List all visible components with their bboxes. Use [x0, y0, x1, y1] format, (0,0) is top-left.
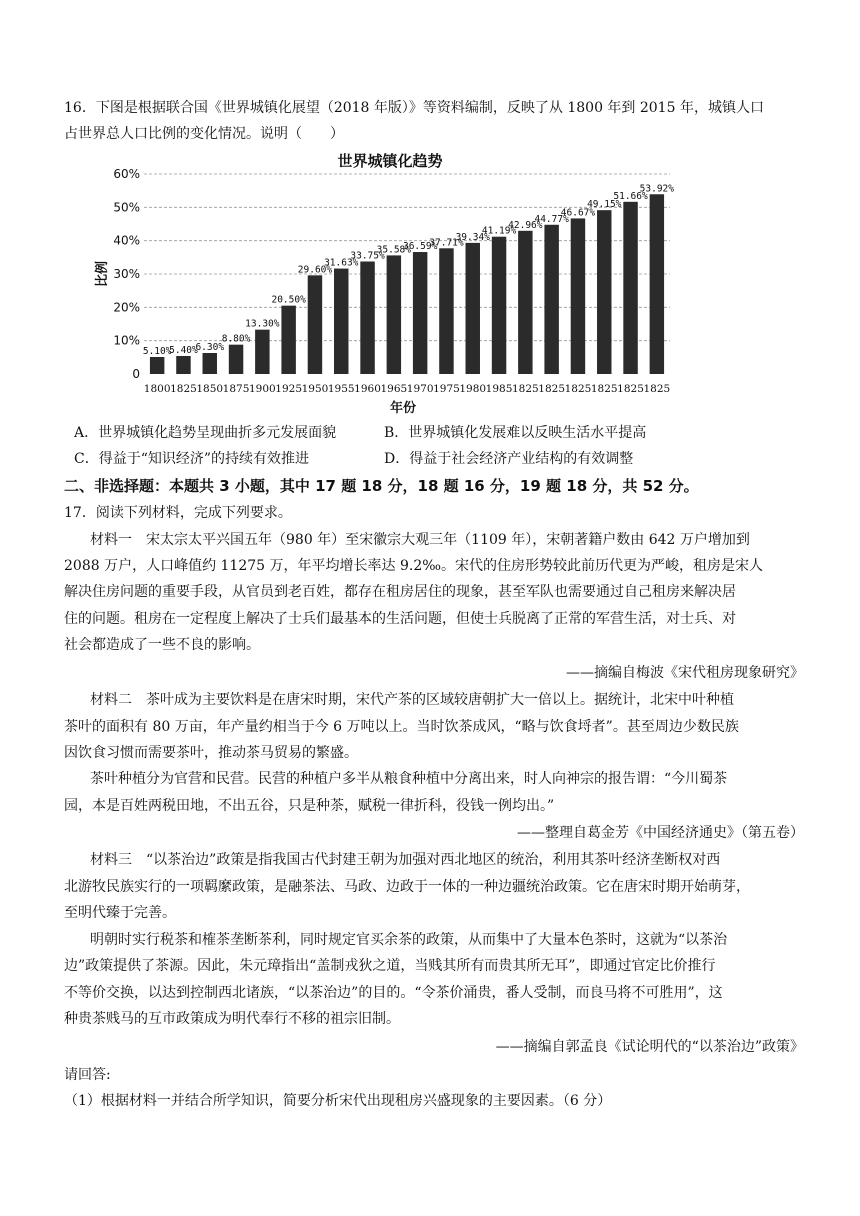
y-tick-label: 50%	[113, 200, 140, 215]
x-tick-label: 1900	[248, 383, 276, 395]
bar-value-label: 29.60%	[297, 264, 333, 276]
bar-value-label: 33.75%	[350, 250, 385, 262]
bar-value-label: 39.34%	[455, 231, 490, 243]
x-tick-label: 1965	[380, 383, 408, 395]
bar	[623, 202, 637, 374]
x-tick-label: 1980	[459, 383, 487, 395]
chart-y-axis-label: 比例	[95, 260, 110, 288]
bar-value-label: 6.30%	[195, 342, 225, 353]
bar-value-label: 20.50%	[271, 294, 306, 306]
q17-intro: 17．阅读下列材料，完成下列要求。	[64, 505, 292, 521]
x-tick-label: 1800	[143, 383, 171, 395]
bar	[544, 225, 558, 374]
material3b-line: 不等价交换，以达到控制西北诸族，“以茶治边”的目的。“令茶价涌贵，番人受制，而良马将不可胜用”，这	[64, 985, 723, 1001]
x-tick-label: 1975	[433, 383, 460, 395]
bar-value-label: 8.80%	[221, 333, 251, 345]
bar	[229, 345, 243, 374]
bar	[413, 252, 427, 374]
bar-value-label: 53.92%	[639, 183, 675, 195]
y-tick-label: 30%	[113, 267, 140, 281]
material1-line: 住的问题。租房在一定程度上解决了士兵们最基本的生活问题，但使士兵脱离了正常的军营生活，对士兵、对	[64, 611, 736, 627]
bar-value-label: 49.15%	[587, 199, 622, 211]
bar-value-label: 51.66%	[613, 190, 648, 202]
y-tick-label: 40%	[113, 233, 140, 248]
bar	[176, 356, 190, 374]
material1-line: 2088 万户，人口峰值约 11275 万，年平均增长率达 9.2‰。宋代的住房形势较此前历代更为严峻，租房是宋人	[64, 558, 764, 574]
material2-line: 茶叶的面积有 80 万亩，年产量约相当于今 6 万吨以上。当时饮茶成风，“略与饮食埒者”。甚至周边少数民族	[64, 719, 739, 735]
material3-line: 至明代臻于完善。	[64, 905, 176, 921]
material3b-line: 明朝时实行税茶和榷茶垄断茶利，同时规定官买余茶的政策，从而集中了大量本色茶时，这就为“以茶治	[90, 932, 728, 948]
q16-option-b: B．世界城镇化发展难以反映生活水平提高	[384, 425, 647, 441]
x-tick-label: 1960	[354, 383, 381, 395]
x-tick-label: 1825	[617, 383, 644, 395]
bar-value-label: 35.58%	[376, 244, 412, 256]
material1-source: ——摘编自梅波《宋代租房现象研究》	[566, 665, 804, 681]
q16-option-d: D．得益于社会经济产业结构的有效调整	[384, 451, 634, 467]
bar	[150, 357, 164, 374]
q16-option-c: C．得益于“知识经济”的持续有效推进	[74, 451, 310, 467]
y-tick-label: 20%	[113, 300, 140, 315]
answer-prompt: 请回答:	[64, 1067, 111, 1083]
x-tick-label: 1985	[485, 383, 513, 395]
material1-line: 材料一 宋太宗太平兴国五年（980 年）至宋徽宗大观三年（1109 年），宋朝著籍户数由 642 万户增加到	[90, 532, 750, 548]
bar	[518, 231, 532, 374]
section2-heading: 二、非选择题：本题共 3 小题，其中 17 题 18 分，18 题 16 分，19 题 18 分，共 52 分。	[64, 477, 699, 495]
bar-value-label: 5.40%	[169, 345, 198, 356]
material1-line: 解决住房问题的重要手段，从官员到老百姓，都存在租房居住的现象，甚至军队也需要通过自己租房来解决居	[64, 584, 736, 600]
x-tick-label: 1850	[196, 383, 224, 395]
bar	[203, 353, 217, 374]
urbanization-bar-chart	[95, 146, 690, 418]
q17-sub1: （1）根据材料一并结合所学知识，简要分析宋代出现租房兴盛现象的主要因素。（6 分）	[64, 1093, 612, 1109]
bar-value-label: 5.10%	[142, 346, 172, 357]
bar	[466, 243, 480, 374]
material2-line: 材料二 茶叶成为主要饮料是在唐宋时期，宋代产茶的区域较唐朝扩大一倍以上。据统计，北宋中叶种植	[90, 692, 734, 708]
bar	[334, 269, 348, 374]
material3b-line: 边”政策提供了茶源。因此，朱元璋指出“盖制戎狄之道，当贱其所有而贵其所无耳”，即通过官定比价推行	[64, 958, 716, 974]
material3-line: 北游牧民族实行的一项羁縻政策，是融茶法、马政、边政于一体的一种边疆统治政策。它在唐宋时期开始萌芽，	[64, 879, 750, 895]
y-tick-label: 0	[132, 367, 140, 381]
bar-value-label: 42.96%	[508, 219, 543, 231]
bar	[492, 237, 506, 374]
bar	[281, 306, 295, 374]
bar-value-label: 44.77%	[534, 213, 569, 225]
x-tick-label: 1875	[222, 383, 250, 395]
bar-value-label: 46.67%	[560, 207, 596, 219]
bar	[387, 255, 401, 374]
material2b-line: 茶叶种植分为官营和民营。民营的种植户多半从粮食种植中分离出来，时人向神宗的报告谓：“今川蜀茶	[90, 771, 728, 787]
bar-value-label: 37.71%	[429, 237, 464, 249]
chart-title: 世界城镇化趋势	[337, 152, 443, 170]
y-tick-label: 60%	[113, 167, 140, 181]
x-tick-label: 1825	[170, 383, 197, 395]
bar	[597, 210, 611, 374]
bar	[439, 248, 453, 374]
x-tick-label: 1825	[590, 383, 618, 395]
material3-source: ——摘编自郭孟良《试论明代的“以茶治边”政策》	[495, 1039, 804, 1055]
x-tick-label: 1955	[327, 383, 355, 395]
y-tick-label: 10%	[113, 333, 140, 348]
bar	[255, 330, 269, 374]
bar-value-label: 31.63%	[324, 257, 359, 269]
bar-value-label: 41.19%	[481, 225, 517, 237]
bar	[571, 218, 585, 374]
q16-option-a: A．世界城镇化趋势呈现曲折多元发展面貌	[74, 425, 337, 441]
x-tick-label: 1825	[643, 383, 671, 395]
material2-line: 因饮食习惯而需要茶叶，推动茶马贸易的繁盛。	[64, 745, 358, 761]
x-tick-label: 1970	[406, 383, 434, 395]
material3b-line: 种贵茶贱马的互市政策成为明代奉行不移的祖宗旧制。	[64, 1011, 400, 1027]
bar	[308, 275, 322, 374]
chart-x-axis-label: 年份	[389, 401, 417, 416]
x-tick-label: 1825	[511, 383, 539, 395]
q16-stem-line1: 16．下图是根据联合国《世界城镇化展望（2018 年版）》等资料编制，反映了从 1800 年到 2015 年，城镇人口	[64, 100, 764, 116]
material3-line: 材料三 “以茶治边”政策是指我国古代封建王朝为加强对西北地区的统治，利用其茶叶经济垄断权对西	[90, 852, 721, 868]
x-tick-label: 1825	[538, 383, 566, 395]
x-tick-label: 1825	[564, 383, 592, 395]
bar	[360, 262, 374, 375]
x-tick-label: 1925	[275, 383, 303, 395]
material1-line: 社会都造成了一些不良的影响。	[64, 637, 260, 653]
x-tick-label: 1950	[301, 383, 329, 395]
bar	[650, 194, 664, 374]
bar-value-label: 13.30%	[245, 318, 280, 330]
material2b-line: 园，本是百姓两税田地，不出五谷，只是种茶，赋税一律折科，役钱一例均出。”	[64, 798, 555, 814]
bar-value-label: 36.59%	[402, 241, 438, 253]
q16-stem-line2: 占世界总人口比例的变化情况。说明（ ）	[64, 126, 344, 142]
material2-source: ——整理自葛金芳《中国经济通史》（第五卷）	[517, 825, 804, 841]
